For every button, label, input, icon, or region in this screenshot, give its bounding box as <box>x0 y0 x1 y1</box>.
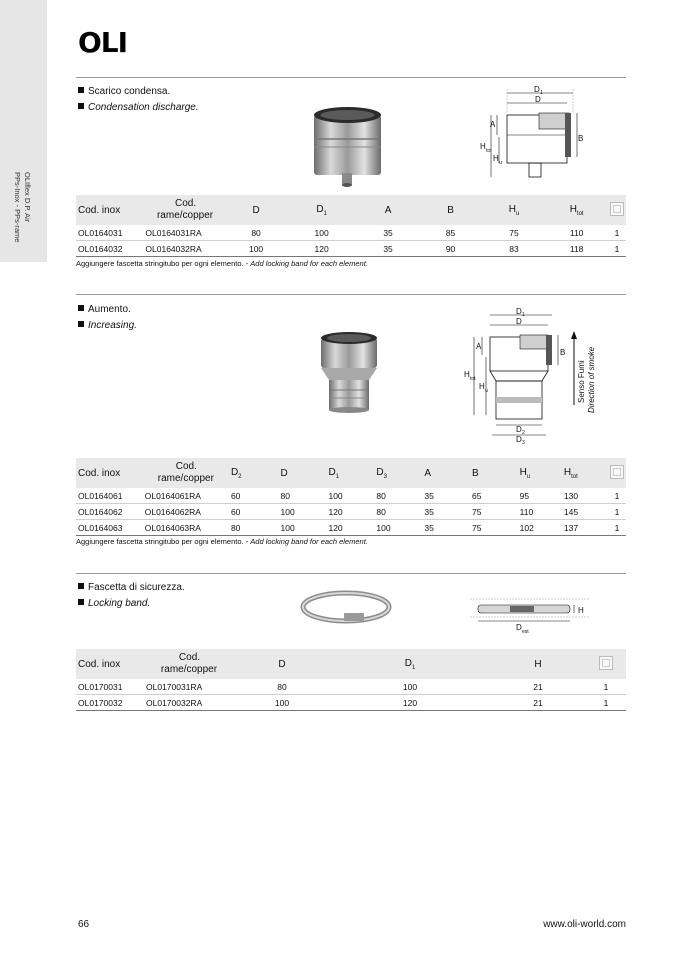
table-row: OL0164063 OL0164063RA 80 100 120 100 35 75 102 137 1 <box>76 520 626 536</box>
table-row: OL0164031 OL0164031RA 80 100 35 85 75 110 1 <box>76 225 626 241</box>
svg-text:H: H <box>578 606 584 615</box>
package-icon <box>599 656 613 670</box>
svg-text:H: H <box>493 154 499 163</box>
table-row: OL0170032 OL0170032RA 100 120 21 1 <box>76 695 626 711</box>
condensation-discharge-photo <box>310 105 385 190</box>
svg-text:H: H <box>480 142 486 151</box>
svg-text:D: D <box>516 307 522 316</box>
side-tab-text <box>6 172 46 262</box>
svg-text:A: A <box>476 342 482 351</box>
package-icon <box>610 202 624 216</box>
svg-text:D: D <box>516 425 522 434</box>
section-divider <box>76 77 626 78</box>
svg-text:1: 1 <box>522 312 525 318</box>
svg-text:1: 1 <box>540 90 543 96</box>
svg-text:2: 2 <box>522 430 525 436</box>
page-number: 66 <box>78 919 90 930</box>
svg-text:H: H <box>464 370 470 379</box>
condensation-discharge-table <box>76 195 626 257</box>
table-header-row: Cod. inox Cod. rame/copper $D_2$ D $D_1$ $D_3$ A B $H_u$ $H_{tot}$ <box>76 458 626 488</box>
table-row: OL0164032 OL0164032RA 100 120 35 90 83 118 1 <box>76 241 626 257</box>
table-header-row: Cod. inox Cod. rame/copper D $D_1$ A B $H_u$ $H_{tot}$ <box>76 195 626 225</box>
locking-band-photo <box>300 587 392 627</box>
svg-text:est: est <box>522 629 529 635</box>
svg-text:u: u <box>485 388 488 394</box>
side-tab-line2: PPs-Inox - PPs-rame <box>13 172 22 243</box>
package-icon <box>610 465 624 479</box>
svg-text:H: H <box>479 382 485 391</box>
section-title: Fascetta di sicurezza. Locking band. <box>78 580 185 612</box>
svg-text:D: D <box>516 435 522 444</box>
footer-url[interactable]: www.oli-world.com <box>543 919 626 930</box>
table-header-row: Cod. inox Cod. rame/copper D $D_1$ H <box>76 649 626 679</box>
svg-text:tot: tot <box>486 148 492 154</box>
svg-text:A: A <box>490 120 496 129</box>
locking-band-table <box>76 649 626 711</box>
section-note: Aggiungere fascetta stringitubo per ogni elemento. - Add locking band for each element. <box>76 259 368 268</box>
svg-text:tot: tot <box>470 376 476 382</box>
svg-text:D: D <box>516 317 522 326</box>
section-divider <box>76 573 626 574</box>
svg-text:Direction of smoke: Direction of smoke <box>587 346 596 413</box>
oli-logo: OLI <box>78 26 128 59</box>
section-divider <box>76 294 626 295</box>
table-row: OL0164061 OL0164061RA 60 80 100 80 35 65 95 130 1 <box>76 488 626 504</box>
svg-text:Senso Fumi: Senso Fumi <box>577 360 586 403</box>
section-note: Aggiungere fascetta stringitubo per ogni elemento. - Add locking band for each element. <box>76 537 368 546</box>
svg-text:D: D <box>534 85 540 94</box>
table-row: OL0170031 OL0170031RA 80 100 21 1 <box>76 679 626 695</box>
locking-band-diagram <box>470 597 590 639</box>
section-title: Scarico condensa. Condensation discharge. <box>78 84 199 116</box>
svg-text:D: D <box>516 623 522 632</box>
table-row: OL0164062 OL0164062RA 60 100 120 80 35 75 110 145 1 <box>76 504 626 520</box>
section-title: Aumento. Increasing. <box>78 302 137 334</box>
svg-text:B: B <box>578 134 584 143</box>
side-tab-line1: OLIflex D.P. Air <box>23 172 32 223</box>
increasing-diagram <box>462 305 607 445</box>
condensation-discharge-diagram <box>477 85 587 185</box>
svg-text:D: D <box>535 95 541 104</box>
svg-text:B: B <box>560 348 566 357</box>
svg-text:u: u <box>499 160 502 166</box>
increasing-table <box>76 458 626 536</box>
svg-text:3: 3 <box>522 440 525 445</box>
increasing-photo <box>318 330 380 415</box>
